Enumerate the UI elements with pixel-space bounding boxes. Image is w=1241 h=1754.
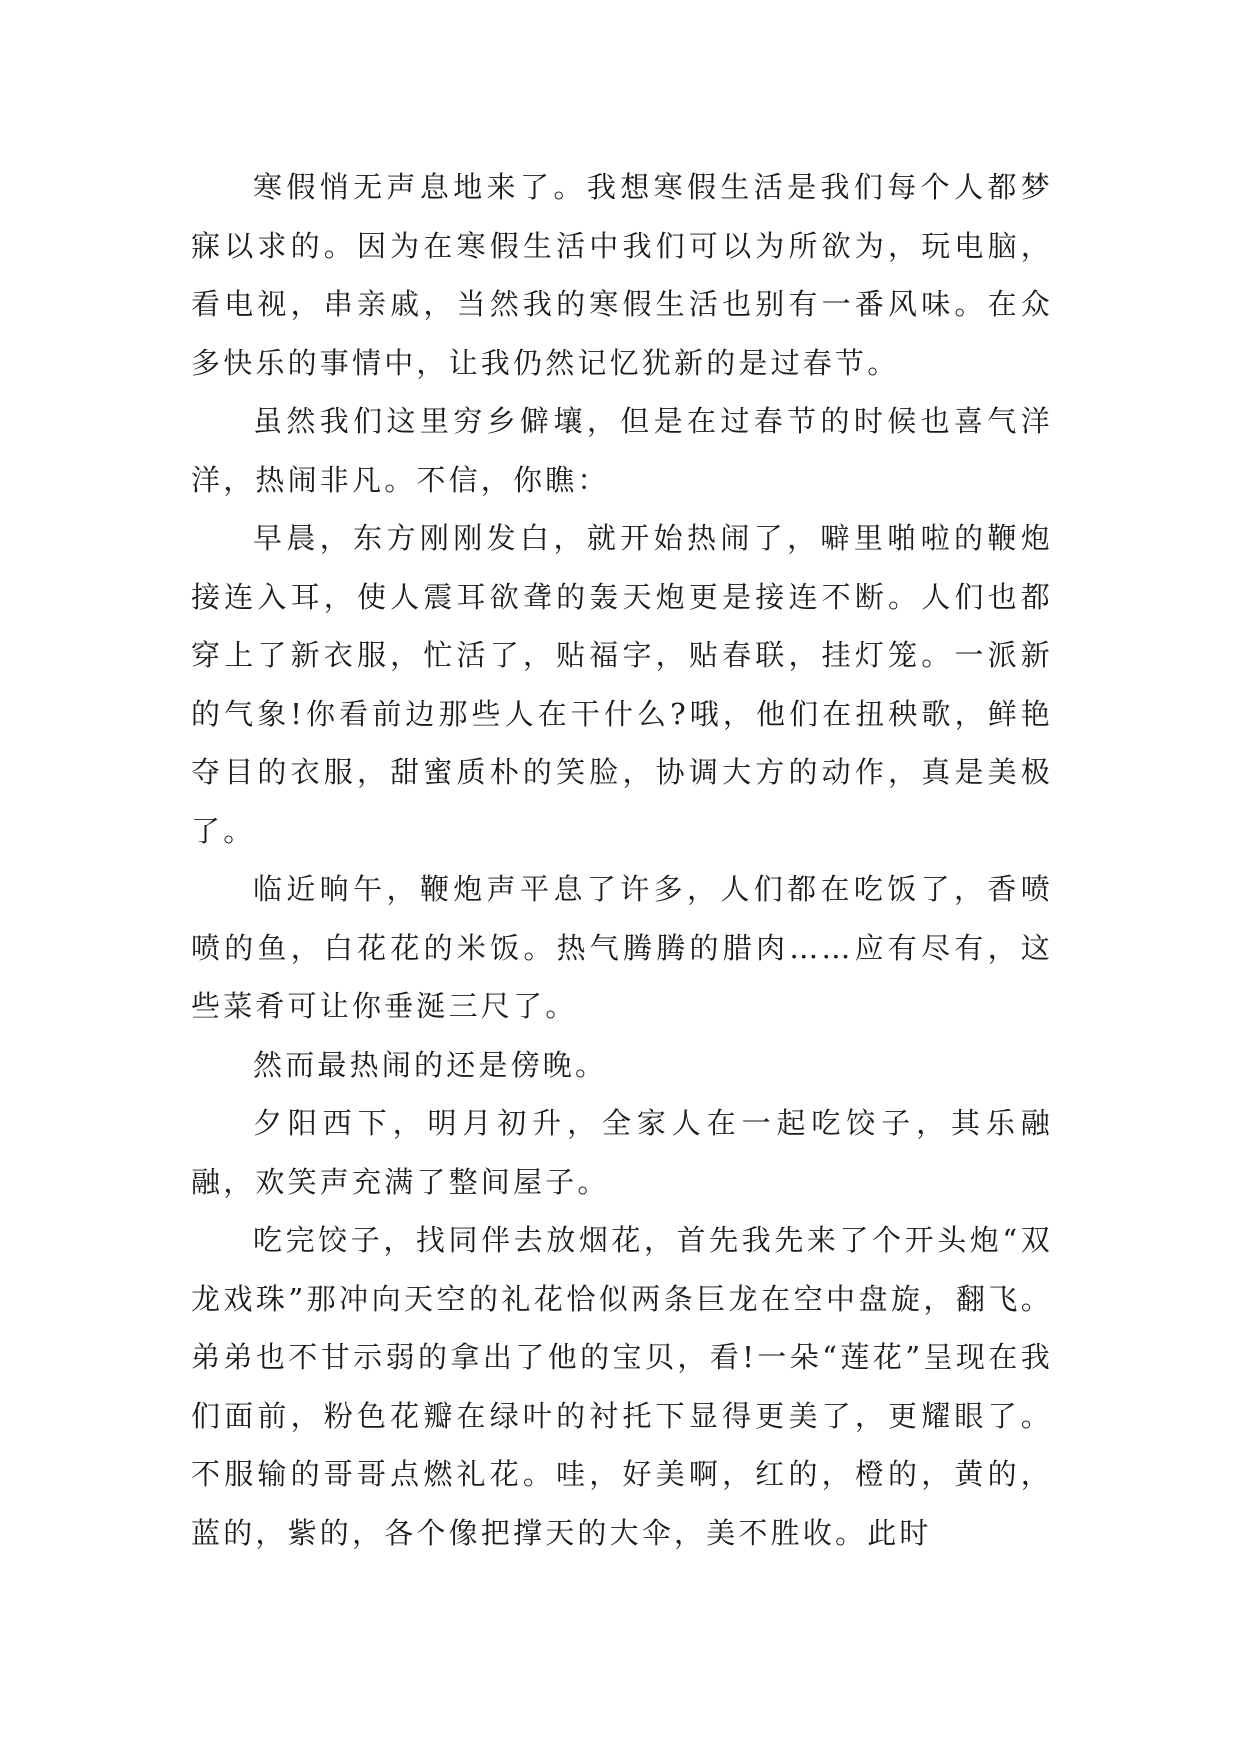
paragraph: 寒假悄无声息地来了。我想寒假生活是我们每个人都梦寐以求的。因为在寒假生活中我们可以为所欲为，玩电脑，看电视，串亲戚，当然我的寒假生活也别有一番风味。在众多快乐的事情中，让我仍然记忆犹新的是过春节。 <box>191 170 1053 380</box>
paragraph: 早晨，东方刚刚发白，就开始热闹了，噼里啪啦的鞭炮接连入耳，使人震耳欲聋的轰天炮更是接连不断。人们也都穿上了新衣服，忙活了，贴福字，贴春联，挂灯笼。一派新的气象!你看前边那些人在干什么?哦，他们在扭秧歌，鲜艳夺目的衣服，甜蜜质朴的笑脸，协调大方的动作，真是美极了。 <box>191 521 1053 848</box>
paragraph: 夕阳西下，明月初升，全家人在一起吃饺子，其乐融融，欢笑声充满了整间屋子。 <box>191 1106 1053 1199</box>
paragraph: 临近晌午，鞭炮声平息了许多，人们都在吃饭了，香喷喷的鱼，白花花的米饭。热气腾腾的腊肉……应有尽有，这些菜肴可让你垂涎三尺了。 <box>191 872 1053 1023</box>
paragraph: 然而最热闹的还是傍晚。 <box>253 1047 608 1082</box>
paragraph: 吃完饺子，找同伴去放烟花，首先我先来了个开头炮“双龙戏珠”那冲向天空的礼花恰似两条巨龙在空中盘旋，翻飞。弟弟也不甘示弱的拿出了他的宝贝，看!一朵“莲花”呈现在我们面前，粉色花瓣在绿叶的衬托下显得更美了，更耀眼了。不服输的哥哥点燃礼花。哇，好美啊，红的，橙的，黄的，蓝的，紫的，各个像把撑天的大伞，美不胜收。此时 <box>191 1223 1053 1550</box>
document-body <box>191 158 1053 1562</box>
paragraph: 虽然我们这里穷乡僻壤，但是在过春节的时候也喜气洋洋，热闹非凡。不信，你瞧： <box>191 404 1053 497</box>
